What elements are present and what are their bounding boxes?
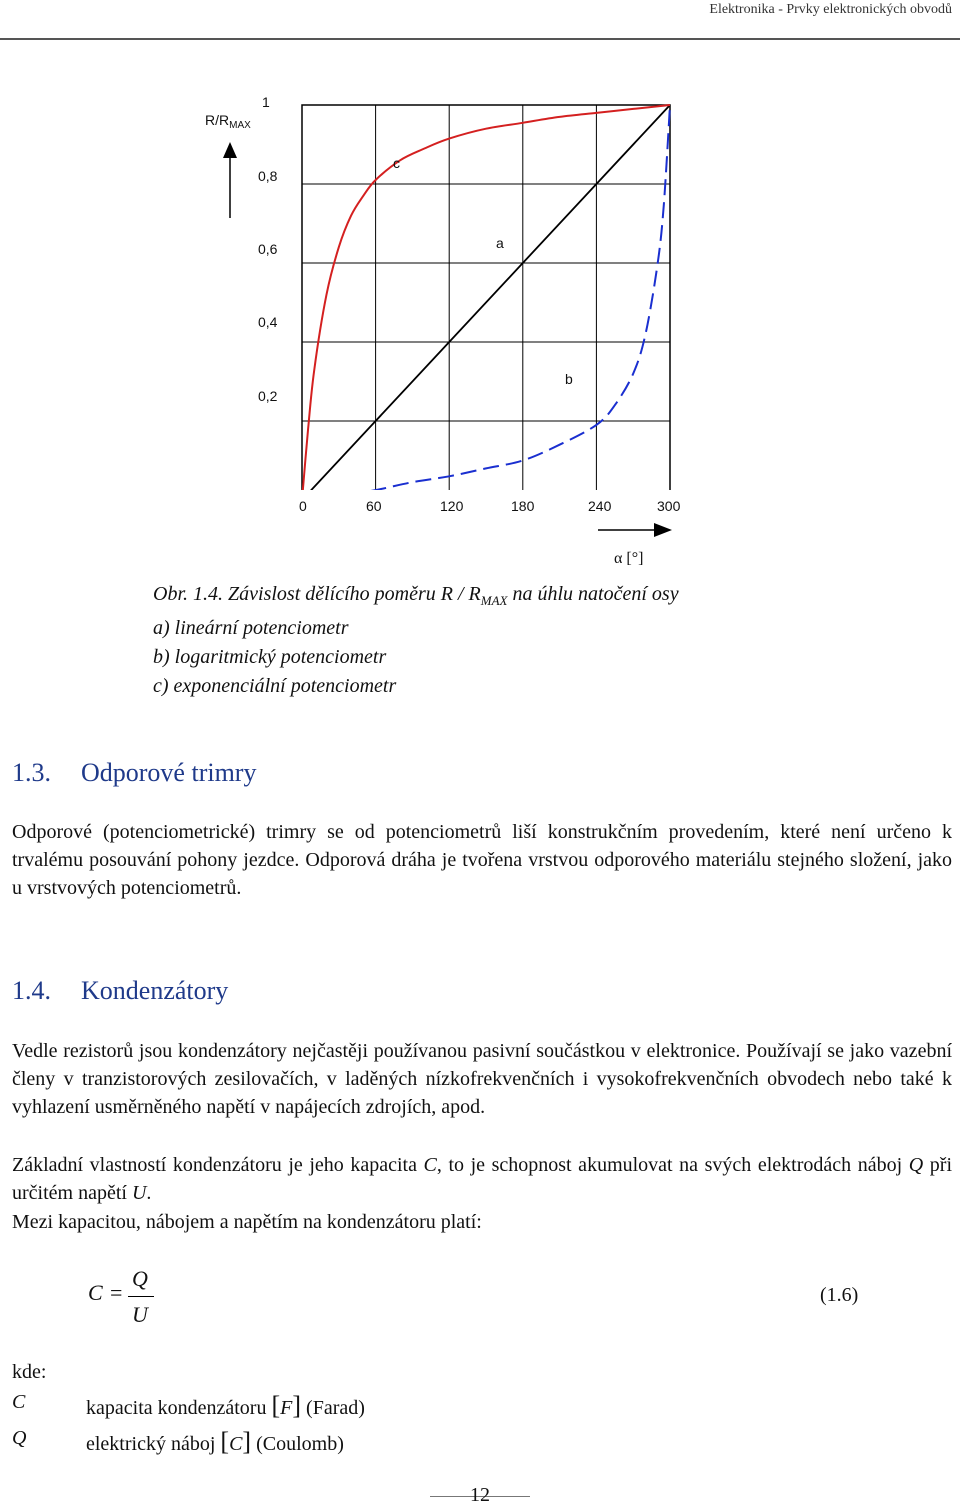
chart-plot — [280, 80, 700, 490]
definition-symbol-q: Q — [12, 1427, 27, 1449]
caption-item-c: c) exponenciální potenciometr — [153, 675, 397, 697]
y-tick-0.6: 0,6 — [258, 241, 278, 257]
series-a-line — [302, 105, 670, 490]
series-c-line — [302, 105, 670, 490]
x-axis-label: α [°] — [614, 550, 644, 567]
running-header: Elektronika - Prvky elektronických obvodů — [709, 2, 952, 17]
y-axis-arrow — [222, 142, 238, 218]
section-1-3-paragraph: Odporové (potenciometrické) trimry se od potenciometrů liší konstrukčním provedením, které není určeno k trvalému posouvání pohony jezdce. Odporová dráha je tvořena vrstvou odporového materiálu stejného složení, jako u vrstvových potenciometrů. — [12, 821, 952, 899]
caption-item-b: b) logaritmický potenciometr — [153, 646, 387, 668]
y-tick-0.4: 0,4 — [258, 314, 278, 330]
definition-text-q: elektrický náboj [C] (Coulomb) — [86, 1427, 344, 1456]
section-1-4-paragraph-1: Vedle rezistorů jsou kondenzátory nejčastěji používanou pasivní součástkou v elektronice. Používají se jako vazební členy v tranzistorových zesilovačích, v laděných nízkofrekvenčních i vysokofrekvenčních obvodech nebo také k vyhlazení usměrněného napětí v napájecích zdrojích, apod. — [12, 1040, 952, 1118]
y-axis-label: $R/R_{MAX}$ — [205, 112, 251, 131]
y-tick-0.8: 0,8 — [258, 168, 278, 184]
formula-number: (1.6) — [820, 1284, 859, 1306]
figure-caption: Obr. 1.4. Závislost dělícího poměru R / $R_{MAX}$ na úhlu natočení osy — [153, 583, 679, 608]
x-tick-180: 180 — [511, 498, 535, 514]
y-tick-0.2: 0,2 — [258, 388, 278, 404]
curve-label-a: a — [496, 235, 504, 251]
series-b-line — [302, 105, 670, 490]
curve-label-c: c — [393, 155, 400, 171]
curve-label-b: b — [565, 371, 573, 387]
x-tick-300: 300 — [657, 498, 681, 514]
x-tick-60: 60 — [366, 498, 382, 514]
section-1-3-heading: 1.3. Odporové trimry — [12, 758, 257, 787]
formula-numerator: Q — [132, 1266, 148, 1291]
formula-lhs: C — [88, 1280, 103, 1305]
series-layer — [302, 105, 670, 490]
formula-denominator: U — [132, 1302, 148, 1327]
x-axis-arrow — [598, 522, 672, 538]
x-tick-240: 240 — [588, 498, 612, 514]
header-rule — [0, 38, 960, 40]
x-tick-0: 0 — [299, 498, 307, 514]
section-1-4-heading: 1.4. Kondenzátory — [12, 976, 229, 1005]
grid-lines — [302, 105, 670, 490]
formula-fraction-bar — [128, 1296, 154, 1297]
definitions-title: kde: — [12, 1361, 47, 1383]
section-1-4-paragraph-3: Mezi kapacitou, nábojem a napětím na kondenzátoru platí: — [12, 1211, 482, 1233]
definition-symbol-c: C — [12, 1391, 26, 1413]
x-tick-120: 120 — [440, 498, 464, 514]
formula-equals: = — [110, 1280, 123, 1305]
page-number: 12 — [470, 1484, 490, 1506]
definition-text-c: kapacita kondenzátoru [F] (Farad) — [86, 1391, 365, 1420]
section-1-4-paragraph-2: Základní vlastností kondenzátoru je jeho kapacita C, to je schopnost akumulovat na svých elektrodách náboj Q při určitém napětí U. — [12, 1154, 952, 1204]
y-tick-1: 1 — [262, 94, 270, 110]
plot-frame — [302, 105, 670, 490]
caption-item-a: a) lineární potenciometr — [153, 617, 349, 639]
